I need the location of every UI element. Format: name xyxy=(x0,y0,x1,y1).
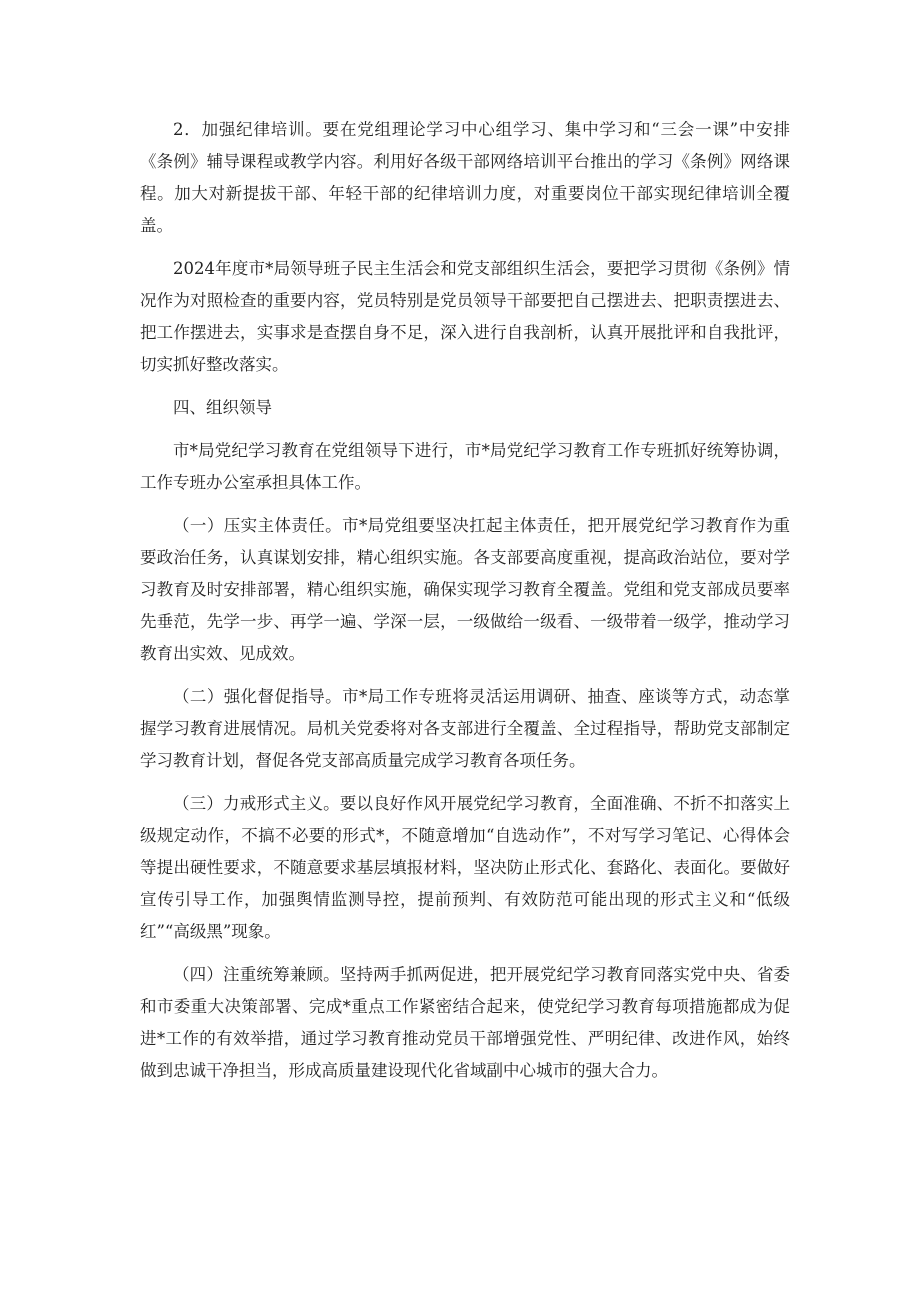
paragraph-main-responsibility: （一）压实主体责任。市*局党组要坚决扛起主体责任，把开展党纪学习教育作为重要政治任务，认真谋划安排，精心组织实施。各支部要高度重视，提高政治站位，要对学习教育及时安排部署，精心组织实施，确保实现学习教育全覆盖。党组和党支部成员要率先垂范，先学一步、再学一遍、学深一层，一级做给一级看、一级带着一级学，推动学习教育出实效、见成效。 xyxy=(140,516,790,663)
section-heading-organization-leadership: 四、组织领导 xyxy=(173,398,272,417)
paragraph-supervision-guidance: （二）强化督促指导。市*局工作专班将灵活运用调研、抽查、座谈等方式，动态掌握学习教育进展情况。局机关党委将对各支部进行全覆盖、全过程指导，帮助党支部制定学习教育计划，督促各党支部高质量完成学习教育各项任务。 xyxy=(140,687,790,770)
paragraph-discipline-training: 2．加强纪律培训。要在党组理论学习中心组学习、集中学习和“三会一课”中安排《条例》辅导课程或教学内容。利用好各级干部网络培训平台推出的学习《条例》网络课程。加大对新提拔干部、年轻干部的纪律培训力度，对重要岗位干部实现纪律培训全覆盖。 xyxy=(140,120,790,235)
document-body xyxy=(140,114,790,1098)
paragraph-overall-planning: （四）注重统筹兼顾。坚持两手抓两促进，把开展党纪学习教育同落实党中央、省委和市委重大决策部署、完成*重点工作紧密结合起来，使党纪学习教育每项措施都成为促进*工作的有效举措，通过学习教育推动党员干部增强党性、严明纪律、改进作风，始终做到忠诚干净担当，形成高质量建设现代化省域副中心城市的强大合力。 xyxy=(140,965,790,1080)
paragraph-avoid-formalism: （三）力戒形式主义。要以良好作风开展党纪学习教育，全面准确、不折不扣落实上级规定动作，不搞不必要的形式*，不随意增加“自选动作”，不对写学习笔记、心得体会等提出硬性要求，不随意要求基层填报材料，坚决防止形式化、套路化、表面化。要做好宣传引导工作，加强舆情监测导控，提前预判、有效防范可能出现的形式主义和“低级红”“高级黑”现象。 xyxy=(140,794,790,941)
paragraph-democratic-life-meeting: 2024年度市*局领导班子民主生活会和党支部组织生活会，要把学习贯彻《条例》情况作为对照检查的重要内容，党员特别是党员领导干部要把自己摆进去、把职责摆进去、把工作摆进去，实事求是查摆自身不足，深入进行自我剖析，认真开展批评和自我批评，切实抓好整改落实。 xyxy=(140,259,790,374)
paragraph-leadership-overview: 市*局党纪学习教育在党组领导下进行，市*局党纪学习教育工作专班抓好统筹协调，工作专班办公室承担具体工作。 xyxy=(140,441,790,492)
